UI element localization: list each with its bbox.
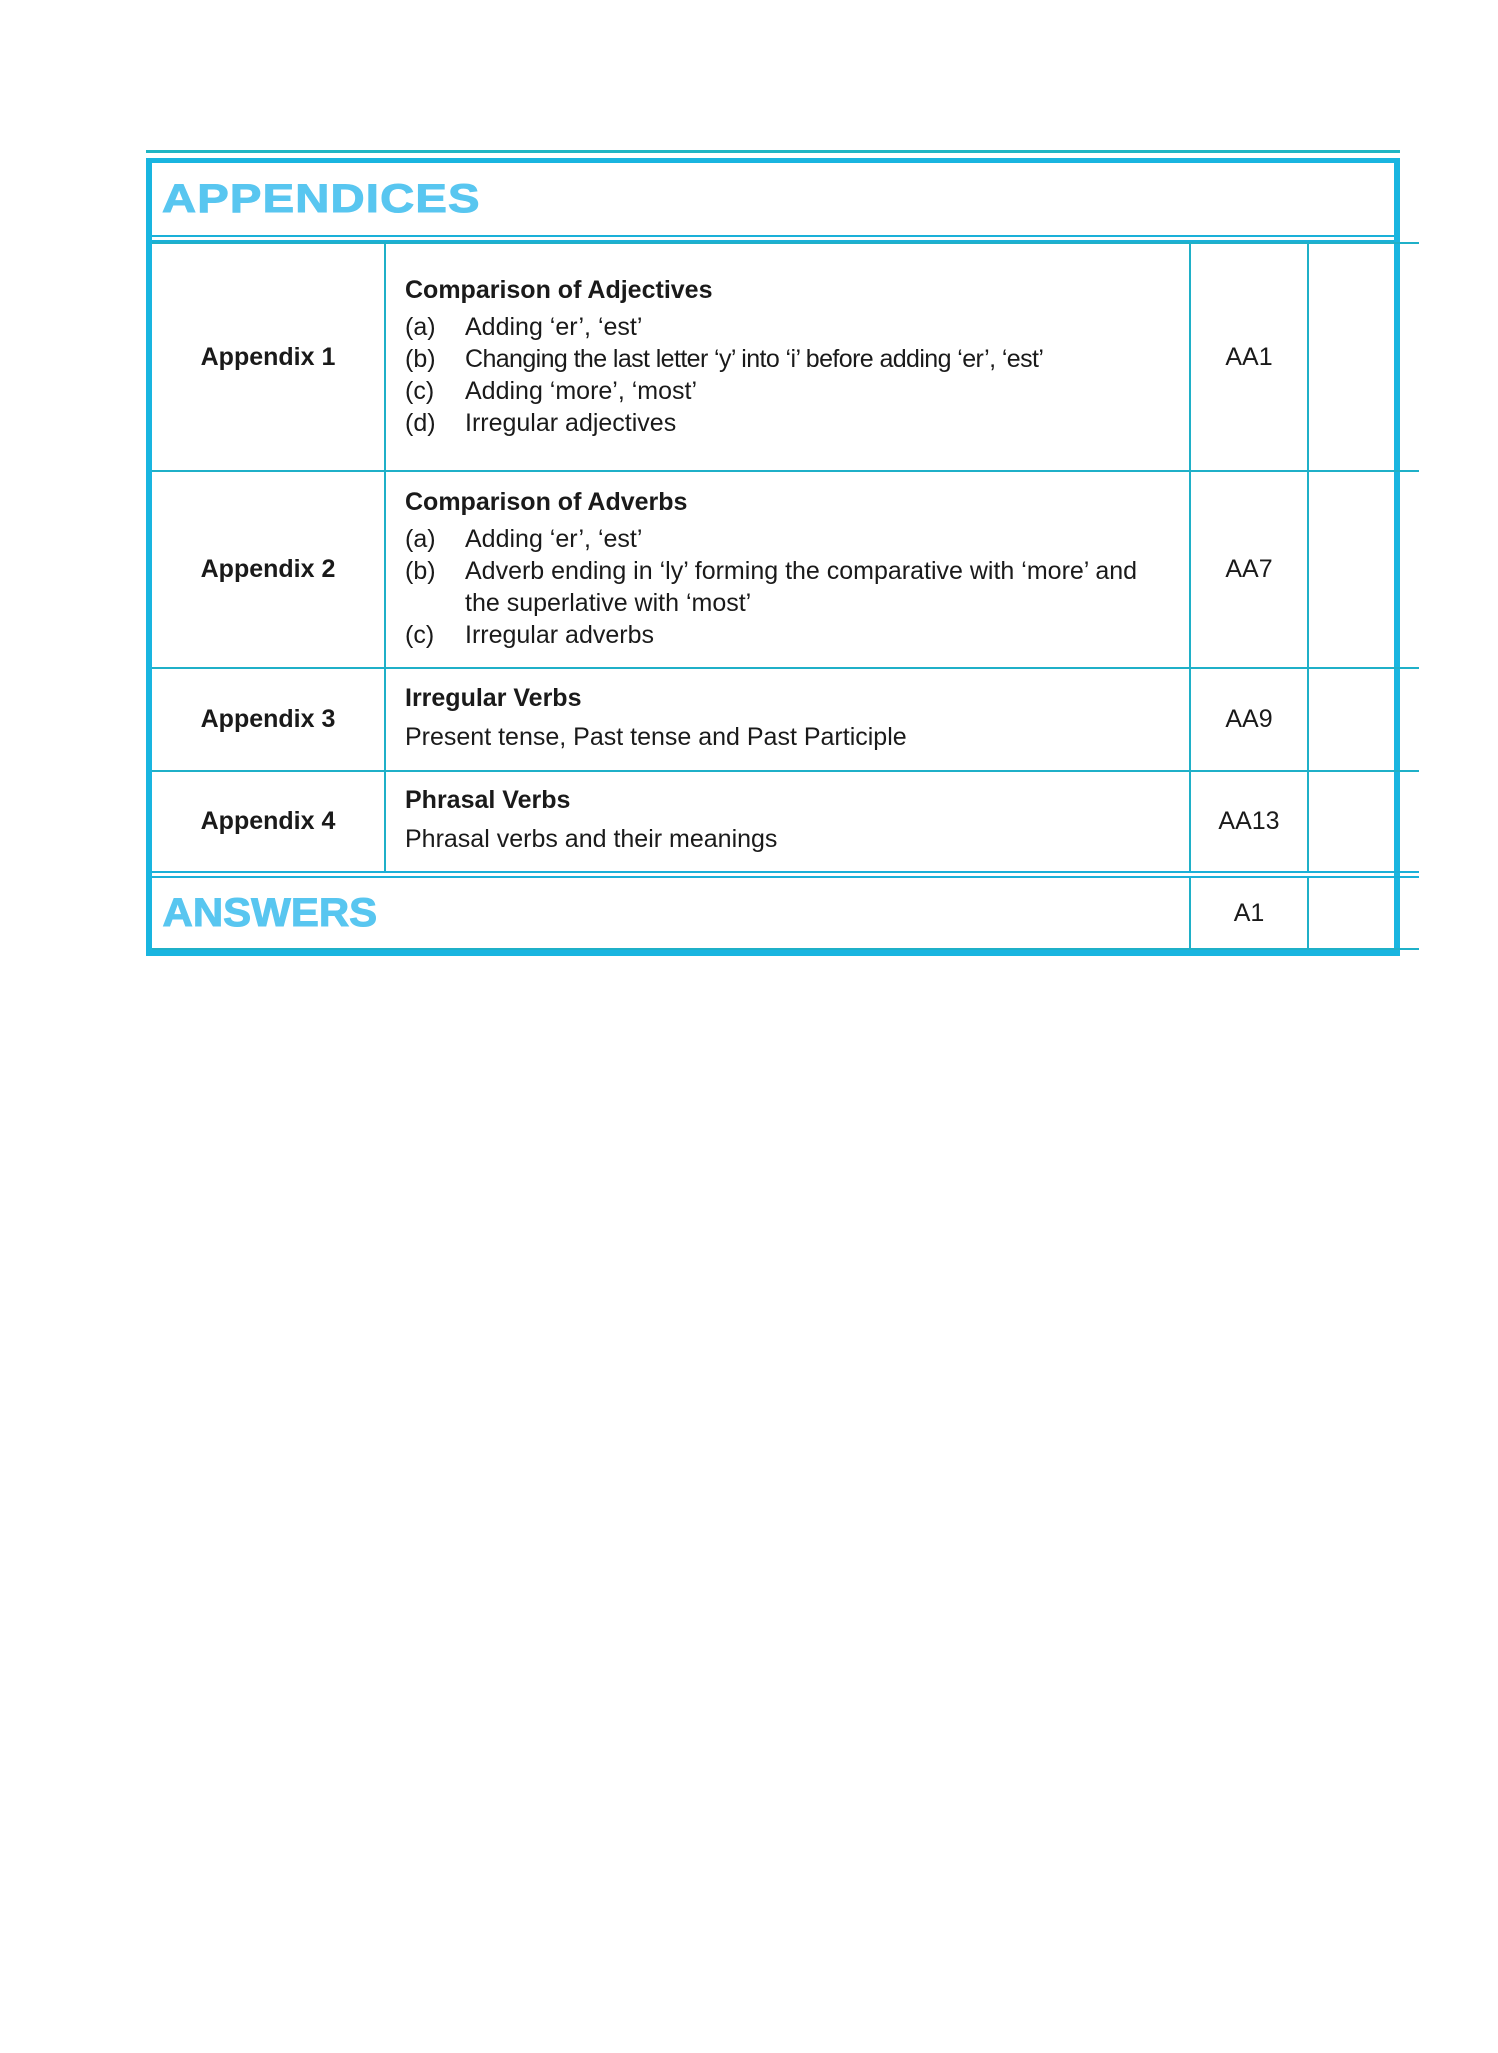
- appendix-label: Appendix 2: [152, 471, 385, 668]
- answers-heading[interactable]: ANSWERS: [162, 890, 378, 935]
- appendices-header: [152, 163, 1394, 242]
- appendix-label: Appendix 4: [152, 771, 385, 875]
- list-item: (b) Adverb ending in ‘ly’ forming the comparative with ‘more’ and the superlative with ‘most’: [405, 557, 1138, 617]
- answers-row: [152, 875, 1419, 950]
- appendix-content: [385, 668, 1190, 771]
- blank-cell: [1308, 875, 1419, 950]
- table-row: [152, 471, 1419, 668]
- answers-heading-cell: [152, 875, 1190, 950]
- contents-frame: [146, 150, 1400, 950]
- appendix-title[interactable]: Phrasal Verbs: [405, 786, 571, 814]
- list-item: (b) Changing the last letter ‘y’ into ‘i’ before adding ‘er’, ‘est’: [405, 344, 1044, 373]
- appendix-label: Appendix 1: [152, 243, 385, 471]
- list-item: (a) Adding ‘er’, ‘est’: [405, 312, 643, 341]
- appendix-title[interactable]: Irregular Verbs: [405, 684, 582, 712]
- list-item: (a) Adding ‘er’, ‘est’: [405, 525, 643, 553]
- page-number[interactable]: AA9: [1190, 668, 1308, 771]
- page-number[interactable]: AA13: [1190, 771, 1308, 875]
- page-number[interactable]: AA7: [1190, 471, 1308, 668]
- table-row: [152, 771, 1419, 875]
- table-row: [152, 668, 1419, 771]
- table-row: [152, 243, 1419, 471]
- blank-cell: [1308, 771, 1419, 875]
- appendix-content: [385, 771, 1190, 875]
- appendix-content: [385, 471, 1190, 668]
- list-item: (d) Irregular adjectives: [405, 408, 677, 437]
- appendix-title[interactable]: Comparison of Adjectives: [405, 275, 713, 304]
- list-item: (c) Irregular adverbs: [405, 621, 654, 649]
- blank-cell: [1308, 243, 1419, 471]
- appendix-title[interactable]: Comparison of Adverbs: [405, 488, 688, 516]
- top-rule: [146, 150, 1400, 153]
- list-item: (c) Adding ‘more’, ‘most’: [405, 376, 698, 405]
- blank-cell: [1308, 668, 1419, 771]
- appendix-content: [385, 243, 1190, 471]
- appendices-heading: APPENDICES: [162, 177, 481, 221]
- appendices-table: [152, 242, 1419, 950]
- appendix-description: Present tense, Past tense and Past Participle: [405, 723, 907, 751]
- contents-box: [146, 158, 1400, 956]
- appendix-description: Phrasal verbs and their meanings: [405, 825, 778, 853]
- blank-cell: [1308, 471, 1419, 668]
- page-number[interactable]: A1: [1190, 875, 1308, 950]
- page-number[interactable]: AA1: [1190, 243, 1308, 471]
- appendix-label: Appendix 3: [152, 668, 385, 771]
